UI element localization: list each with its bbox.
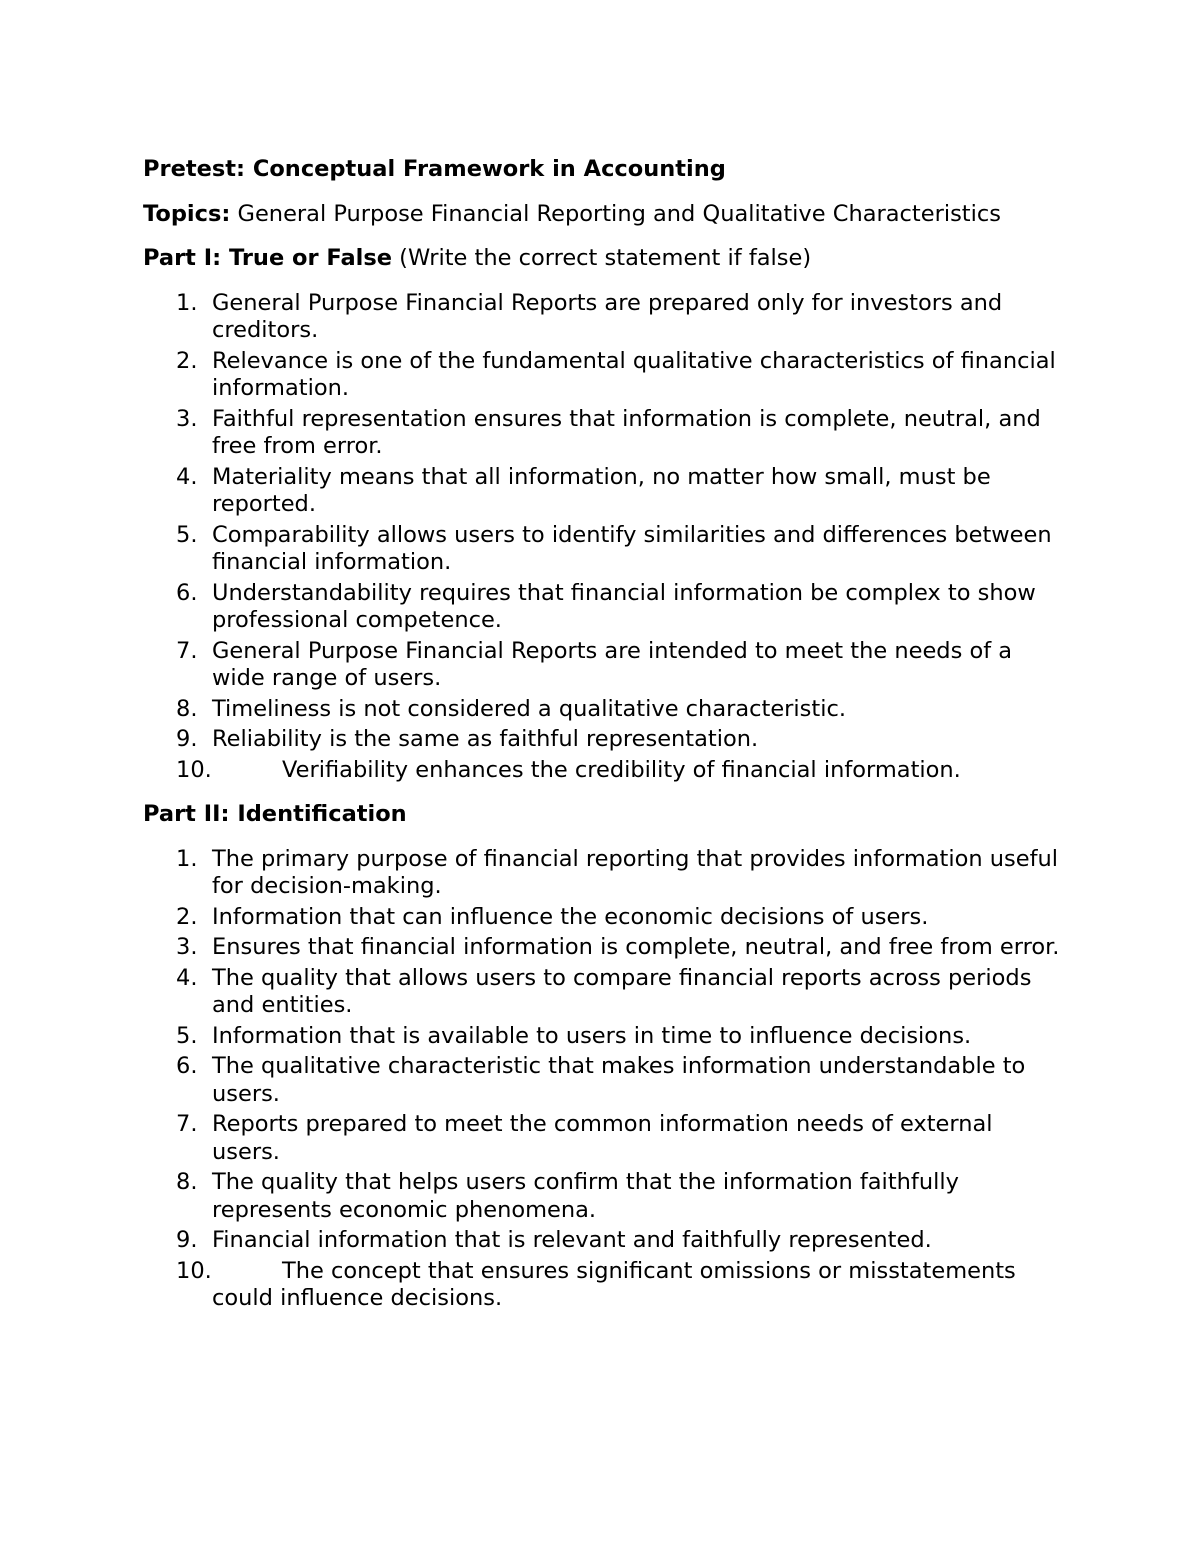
item-text: Information that can influence the economic decisions of users. <box>212 903 929 930</box>
list-item <box>143 580 1063 635</box>
list-item <box>143 638 1063 693</box>
list-item <box>143 1169 1063 1224</box>
item-number: 10. <box>176 756 212 783</box>
part1-heading: Part I: True or False <box>143 245 393 271</box>
list-item <box>143 726 1063 754</box>
list-item <box>143 846 1063 901</box>
item-text: Financial information that is relevant and faithfully represented. <box>212 1227 932 1253</box>
item-text: Understandability requires that financial information be complex to show professional competence. <box>212 579 1036 633</box>
item-text: Reliability is the same as faithful representation. <box>212 726 759 752</box>
item-number: 9. <box>176 726 198 752</box>
topics-text: General Purpose Financial Reporting and Qualitative Characteristics <box>230 200 1001 227</box>
item-text: Materiality means that all information, no matter how small, must be reported. <box>212 463 991 517</box>
list-item <box>143 1111 1063 1166</box>
item-number: 4. <box>176 964 198 991</box>
part2-heading: Part II: Identification <box>143 801 407 827</box>
part1-heading-line <box>143 245 1063 273</box>
list-item <box>143 1258 1063 1313</box>
topics-label: Topics: <box>143 200 231 227</box>
item-number: 7. <box>176 1111 198 1137</box>
item-number: 8. <box>176 1169 198 1195</box>
item-text: The quality that allows users to compare financial reports across periods and entities. <box>212 964 1032 1018</box>
item-number: 1. <box>176 289 198 316</box>
document-page <box>143 156 1063 1330</box>
item-number: 4. <box>176 463 198 490</box>
item-number: 10. <box>176 1257 212 1284</box>
list-item <box>143 1023 1063 1051</box>
list-item <box>143 965 1063 1020</box>
item-text: Comparability allows users to identify similarities and differences between financial information. <box>212 521 1052 575</box>
item-text: The primary purpose of financial reporting that provides information useful for decision-making. <box>212 845 1059 899</box>
list-item <box>143 348 1063 403</box>
item-number: 6. <box>176 1053 198 1079</box>
item-number: 5. <box>176 1022 198 1049</box>
item-number: 1. <box>176 845 198 872</box>
item-text: Reports prepared to meet the common information needs of external users. <box>212 1111 993 1165</box>
item-text: Information that is available to users in time to influence decisions. <box>212 1022 972 1049</box>
item-text: Ensures that financial information is complete, neutral, and free from error. <box>212 934 1060 960</box>
list-item <box>143 406 1063 461</box>
item-number: 3. <box>176 405 198 432</box>
item-text: Relevance is one of the fundamental qualitative characteristics of financial information. <box>212 347 1056 401</box>
part1-question-list <box>143 290 1063 785</box>
item-text: Verifiability enhances the credibility of financial information. <box>282 756 961 783</box>
item-text: The qualitative characteristic that makes information understandable to users. <box>212 1053 1026 1107</box>
list-item <box>143 464 1063 519</box>
item-number: 6. <box>176 579 198 606</box>
document-title: Pretest: Conceptual Framework in Accounting <box>143 156 726 182</box>
item-number: 3. <box>176 934 198 960</box>
item-text: Faithful representation ensures that information is complete, neutral, and free from error. <box>212 405 1041 459</box>
item-text: Timeliness is not considered a qualitative characteristic. <box>212 695 846 722</box>
item-text: The concept that ensures significant omissions or misstatements could influence decisions. <box>212 1257 1016 1311</box>
item-number: 5. <box>176 521 198 548</box>
part1-instruction: (Write the correct statement if false) <box>392 245 812 271</box>
item-number: 2. <box>176 903 198 930</box>
list-item <box>143 757 1063 785</box>
topics-line <box>143 201 1063 229</box>
part2-heading-line <box>143 801 1063 829</box>
item-number: 7. <box>176 637 198 664</box>
list-item <box>143 934 1063 962</box>
item-number: 8. <box>176 695 198 722</box>
list-item <box>143 290 1063 345</box>
list-item <box>143 904 1063 932</box>
item-text: General Purpose Financial Reports are prepared only for investors and creditors. <box>212 289 1003 343</box>
list-item <box>143 696 1063 724</box>
list-item <box>143 1227 1063 1255</box>
list-item <box>143 1053 1063 1108</box>
item-number: 2. <box>176 347 198 374</box>
list-item <box>143 522 1063 577</box>
item-text: The quality that helps users confirm that the information faithfully represents economic phenomena. <box>212 1169 959 1223</box>
part2-question-list <box>143 846 1063 1313</box>
item-text: General Purpose Financial Reports are intended to meet the needs of a wide range of users. <box>212 637 1013 691</box>
item-number: 9. <box>176 1227 198 1253</box>
